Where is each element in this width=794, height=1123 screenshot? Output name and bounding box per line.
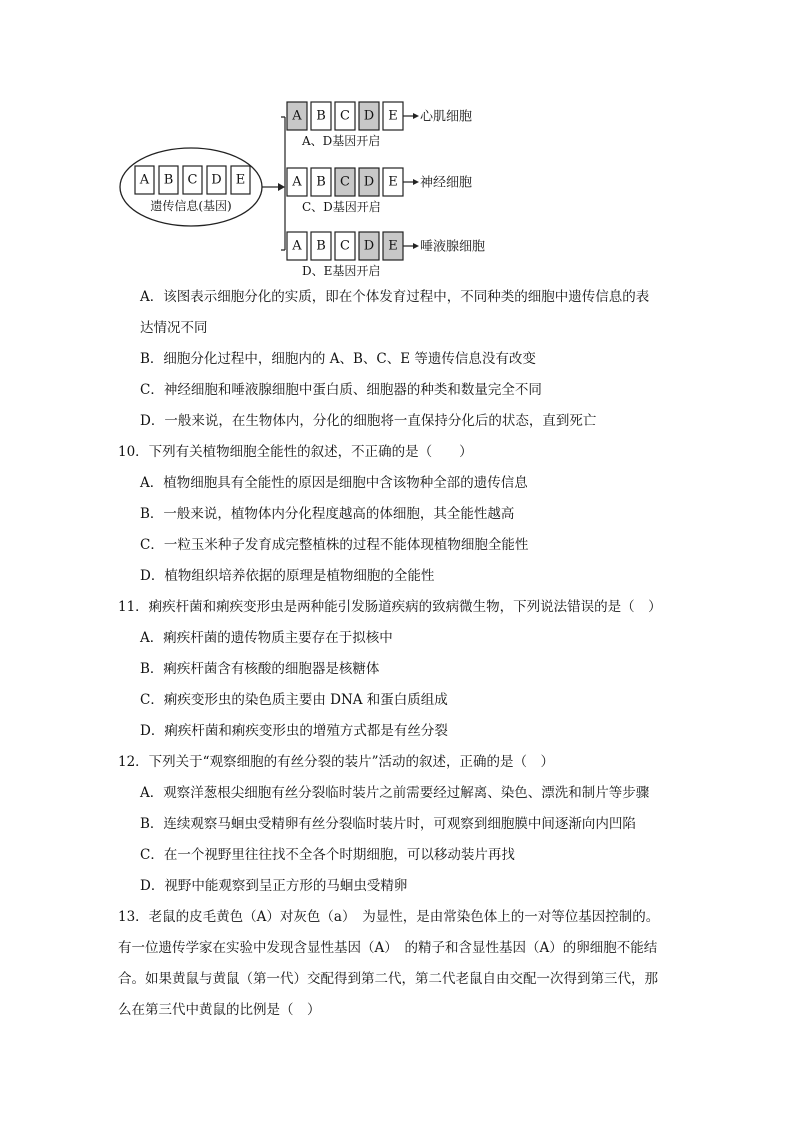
cell-type-label: 唾液腺细胞 (420, 239, 486, 255)
cell-type-label: 神经细胞 (420, 175, 473, 191)
source-gene-letter: D (211, 172, 222, 188)
q12-option-c: C．在一个视野里往往找不全各个时期细胞，可以移动装片再找 (140, 847, 515, 863)
q12-option-d: D．视野中能观察到呈正方形的马蛔虫受精卵 (140, 878, 408, 894)
q12-stem: 12．下列关于“观察细胞的有丝分裂的装片”活动的叙述，正确的是（ ） (118, 754, 554, 770)
q11-option-c: C．痢疾变形虫的染色质主要由 DNA 和蛋白质组成 (140, 692, 448, 708)
q13-line2: 有一位遗传学家在实验中发现含显性基因（A） 的精子和含显性基因（A）的卵细胞不能结 (118, 940, 658, 956)
q13-line3: 合。如果黄鼠与黄鼠（第一代）交配得到第二代，第二代老鼠自由交配一次得到第三代，那 (118, 971, 658, 987)
cell-arrowhead (413, 113, 419, 119)
q9-option-a-line2: 达情况不同 (140, 320, 208, 336)
q13-line4: 么在第三代中黄鼠的比例是（ ） (118, 1002, 321, 1018)
gene-letter: A (292, 108, 302, 124)
gene-letter: C (340, 108, 350, 124)
q10-option-c: C．一粒玉米种子发育成完整植株的过程不能体现植物细胞全能性 (140, 537, 529, 553)
row-caption: D、E基因开启 (302, 264, 381, 278)
q11-option-a: A．痢疾杆菌的遗传物质主要存在于拟核中 (140, 630, 393, 646)
gene-letter: B (316, 174, 326, 190)
q10-option-a: A．植物细胞具有全能性的原因是细胞中含该物种全部的遗传信息 (140, 475, 528, 491)
row-caption: A、D基因开启 (302, 134, 381, 148)
row-caption: C、D基因开启 (302, 200, 381, 214)
q10-stem: 10．下列有关植物细胞全能性的叙述，不正确的是（ ） (118, 444, 473, 460)
q10-option-d: D．植物组织培养依据的原理是植物细胞的全能性 (140, 568, 435, 584)
gene-letter: B (316, 238, 326, 254)
gene-expression-diagram (0, 0, 794, 290)
source-caption: 遗传信息(基因) (150, 199, 232, 213)
q11-option-b: B．痢疾杆菌含有核酸的细胞器是核糖体 (140, 661, 380, 677)
gene-letter: D (363, 238, 375, 254)
source-gene-letter: B (163, 172, 174, 188)
cell-arrowhead (413, 179, 419, 185)
source-gene-letter: E (235, 172, 246, 188)
q10-option-b: B．一般来说，植物体内分化程度越高的体细胞，其全能性越高 (140, 506, 515, 522)
q9-option-d: D．一般来说，在生物体内，分化的细胞将一直保持分化后的状态，直到死亡 (140, 413, 597, 429)
gene-letter: A (292, 238, 302, 254)
gene-letter: E (388, 174, 398, 190)
source-gene-letter: A (139, 172, 150, 188)
q9-option-b: B．细胞分化过程中，细胞内的 A、B、C、E 等遗传信息没有改变 (140, 351, 536, 367)
gene-letter: D (363, 108, 375, 124)
q9-option-c: C．神经细胞和唾液腺细胞中蛋白质、细胞器的种类和数量完全不同 (140, 382, 542, 398)
gene-letter: C (340, 174, 350, 190)
q11-stem: 11．痢疾杆菌和痢疾变形虫是两种能引发肠道疾病的致病微生物，下列说法错误的是（ ） (118, 599, 662, 615)
gene-letter: A (292, 174, 302, 190)
gene-letter: E (388, 238, 398, 254)
gene-letter: B (316, 108, 326, 124)
q12-option-a: A．观察洋葱根尖细胞有丝分裂临时装片之前需要经过解离、染色、漂洗和制片等步骤 (140, 785, 650, 801)
cell-arrowhead (413, 243, 419, 249)
cell-type-label: 心肌细胞 (420, 109, 473, 125)
q9-option-a-line1: A．该图表示细胞分化的实质，即在个体发育过程中，不同种类的细胞中遗传信息的表 (140, 289, 650, 305)
q11-option-d: D．痢疾杆菌和痢疾变形虫的增殖方式都是有丝分裂 (140, 723, 448, 739)
source-gene-letter: C (187, 172, 198, 188)
gene-letter: C (340, 238, 350, 254)
connector-arrowhead (278, 183, 285, 191)
gene-letter: D (363, 174, 375, 190)
branch-bracket (281, 117, 285, 250)
gene-letter: E (388, 108, 398, 124)
q13-line1: 13．老鼠的皮毛黄色（A）对灰色（a） 为显性，是由常染色体上的一对等位基因控制的。 (118, 909, 660, 925)
q12-option-b: B．连续观察马蛔虫受精卵有丝分裂临时装片时，可观察到细胞膜中间逐渐向内凹陷 (140, 816, 636, 832)
